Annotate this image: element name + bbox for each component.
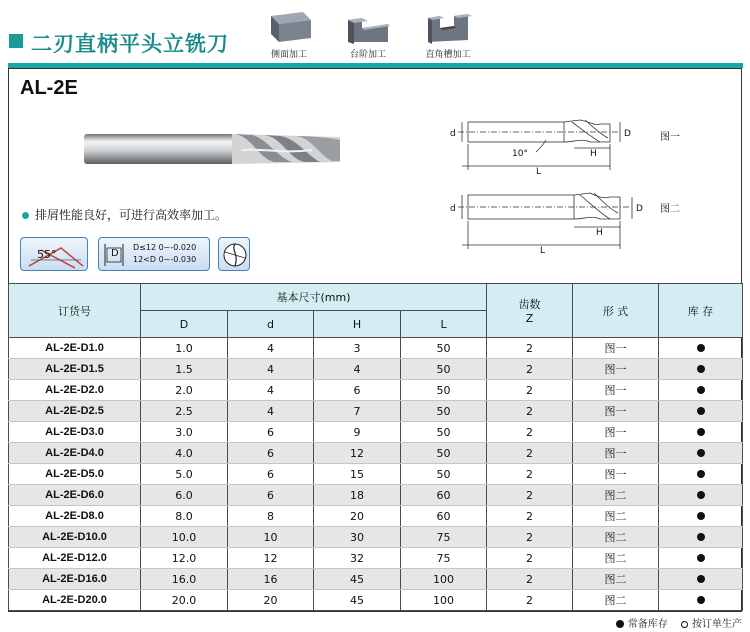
cell-z: 2 bbox=[487, 380, 573, 401]
cell-code: AL-2E-D2.5 bbox=[9, 401, 141, 422]
cell-stock bbox=[659, 485, 743, 506]
title-marker bbox=[9, 34, 23, 48]
cell-d: 12.0 bbox=[141, 548, 228, 569]
feature-label: 排屑性能良好，可进行高效率加工。 bbox=[35, 208, 228, 222]
cell-form: 图一 bbox=[573, 464, 659, 485]
helix-angle-badge bbox=[20, 237, 88, 271]
fig2-H-label: H bbox=[596, 228, 603, 238]
page-header bbox=[0, 0, 750, 62]
page-title: 二刃直柄平头立铣刀 bbox=[31, 32, 229, 56]
cell-z: 2 bbox=[487, 422, 573, 443]
table-row bbox=[9, 359, 743, 380]
table-row bbox=[9, 401, 743, 422]
table-row bbox=[9, 569, 743, 590]
cell-code: AL-2E-D8.0 bbox=[9, 506, 141, 527]
cell-stock bbox=[659, 422, 743, 443]
in-stock-dot-icon bbox=[697, 344, 705, 352]
cell-code: AL-2E-D1.0 bbox=[9, 338, 141, 359]
legend-in-stock: 常备库存 bbox=[627, 619, 668, 630]
tolerance-badge bbox=[98, 237, 210, 271]
cell-stock bbox=[659, 590, 743, 611]
table-row bbox=[9, 485, 743, 506]
fig1-label: 图一 bbox=[660, 132, 680, 143]
spec-table-body bbox=[9, 338, 743, 611]
table-row bbox=[9, 590, 743, 611]
cell-stock bbox=[659, 464, 743, 485]
cell-d: 6 bbox=[228, 464, 314, 485]
cell-code: AL-2E-D4.0 bbox=[9, 443, 141, 464]
cell-d: 3.0 bbox=[141, 422, 228, 443]
cell-z: 2 bbox=[487, 401, 573, 422]
cell-stock bbox=[659, 443, 743, 464]
tolerance-line1: D≤12 0~-0.020 bbox=[133, 243, 197, 252]
cell-d: 10.0 bbox=[141, 527, 228, 548]
bullet-icon bbox=[22, 212, 29, 219]
stock-legend bbox=[616, 615, 742, 630]
in-stock-dot-icon bbox=[697, 554, 705, 562]
cell-d: 4 bbox=[228, 401, 314, 422]
cell-h: 30 bbox=[314, 527, 401, 548]
made-to-order-circle-icon bbox=[681, 621, 688, 628]
table-row bbox=[9, 548, 743, 569]
cell-l: 50 bbox=[401, 380, 487, 401]
cell-h: 12 bbox=[314, 443, 401, 464]
fig1-D-label: D bbox=[624, 129, 631, 139]
in-stock-dot-icon bbox=[697, 407, 705, 415]
cell-h: 45 bbox=[314, 569, 401, 590]
table-row bbox=[9, 422, 743, 443]
cell-l: 50 bbox=[401, 464, 487, 485]
slot-milling-icon: 直角槽加工 bbox=[416, 8, 480, 60]
cell-h: 20 bbox=[314, 506, 401, 527]
cell-l: 50 bbox=[401, 422, 487, 443]
cell-stock bbox=[659, 506, 743, 527]
col-code-header: 订货号 bbox=[9, 284, 141, 338]
cell-d: 8.0 bbox=[141, 506, 228, 527]
cell-d: 6.0 bbox=[141, 485, 228, 506]
cell-stock bbox=[659, 338, 743, 359]
in-stock-dot-icon bbox=[697, 533, 705, 541]
feature-text bbox=[22, 206, 227, 223]
cell-l: 75 bbox=[401, 527, 487, 548]
cell-z: 2 bbox=[487, 569, 573, 590]
spec-table bbox=[8, 283, 743, 611]
table-row bbox=[9, 338, 743, 359]
cell-d: 8 bbox=[228, 506, 314, 527]
tolerance-line2: 12<D 0~-0.030 bbox=[133, 255, 197, 264]
cell-d: 4 bbox=[228, 380, 314, 401]
cell-z: 2 bbox=[487, 590, 573, 611]
col-D-header: D bbox=[141, 311, 228, 338]
fig1-H-label: H bbox=[590, 149, 597, 159]
cell-d: 20 bbox=[228, 590, 314, 611]
cell-code: AL-2E-D10.0 bbox=[9, 527, 141, 548]
cell-form: 图一 bbox=[573, 422, 659, 443]
cell-z: 2 bbox=[487, 527, 573, 548]
cell-form: 图一 bbox=[573, 401, 659, 422]
cell-l: 75 bbox=[401, 548, 487, 569]
cell-code: AL-2E-D20.0 bbox=[9, 590, 141, 611]
in-stock-dot-icon bbox=[697, 428, 705, 436]
cell-code: AL-2E-D6.0 bbox=[9, 485, 141, 506]
cell-d: 6 bbox=[228, 422, 314, 443]
cell-form: 图二 bbox=[573, 527, 659, 548]
cell-d: 12 bbox=[228, 548, 314, 569]
fig1-angle-label: 10° bbox=[512, 149, 528, 159]
cell-l: 50 bbox=[401, 401, 487, 422]
cell-d: 1.5 bbox=[141, 359, 228, 380]
cell-l: 50 bbox=[401, 338, 487, 359]
cell-h: 6 bbox=[314, 380, 401, 401]
cell-form: 图二 bbox=[573, 548, 659, 569]
cell-stock bbox=[659, 359, 743, 380]
fig2-L-label: L bbox=[540, 246, 546, 256]
cell-d: 4 bbox=[228, 338, 314, 359]
cell-z: 2 bbox=[487, 359, 573, 380]
teeth-label: 齿数 bbox=[518, 298, 541, 311]
cell-form: 图一 bbox=[573, 359, 659, 380]
cell-form: 图一 bbox=[573, 338, 659, 359]
cell-l: 50 bbox=[401, 443, 487, 464]
teeth-z-label: Z bbox=[525, 312, 534, 325]
step-milling-icon: 台阶加工 bbox=[336, 8, 400, 60]
cell-h: 4 bbox=[314, 359, 401, 380]
cell-l: 60 bbox=[401, 485, 487, 506]
cell-stock bbox=[659, 548, 743, 569]
col-basic-header: 基本尺寸(mm) bbox=[141, 284, 487, 311]
cell-h: 45 bbox=[314, 590, 401, 611]
cell-h: 18 bbox=[314, 485, 401, 506]
table-row bbox=[9, 527, 743, 548]
cell-stock bbox=[659, 401, 743, 422]
in-stock-dot-icon bbox=[697, 575, 705, 583]
cell-d: 4.0 bbox=[141, 443, 228, 464]
model-title: AL-2E bbox=[20, 77, 78, 99]
cell-d: 2.5 bbox=[141, 401, 228, 422]
cell-z: 2 bbox=[487, 443, 573, 464]
col-H-header: H bbox=[314, 311, 401, 338]
cell-code: AL-2E-D5.0 bbox=[9, 464, 141, 485]
cell-h: 3 bbox=[314, 338, 401, 359]
cell-d: 6 bbox=[228, 485, 314, 506]
col-d-header: d bbox=[228, 311, 314, 338]
cell-l: 60 bbox=[401, 506, 487, 527]
col-stock-header: 库 存 bbox=[659, 284, 743, 338]
cell-z: 2 bbox=[487, 506, 573, 527]
end-mill-image bbox=[82, 128, 344, 172]
cell-stock bbox=[659, 527, 743, 548]
diagram-fig2 bbox=[440, 185, 650, 257]
cell-code: AL-2E-D12.0 bbox=[9, 548, 141, 569]
cell-d: 16 bbox=[228, 569, 314, 590]
cell-d: 16.0 bbox=[141, 569, 228, 590]
cell-code: AL-2E-D1.5 bbox=[9, 359, 141, 380]
table-row bbox=[9, 464, 743, 485]
legend-made-to-order: 按订单生产 bbox=[692, 619, 742, 630]
cell-form: 图一 bbox=[573, 443, 659, 464]
cell-h: 7 bbox=[314, 401, 401, 422]
cell-d: 4 bbox=[228, 359, 314, 380]
cell-form: 图二 bbox=[573, 506, 659, 527]
in-stock-dot-icon bbox=[616, 620, 624, 628]
col-L-header: L bbox=[401, 311, 487, 338]
flute-badge bbox=[218, 237, 250, 271]
cell-d: 6 bbox=[228, 443, 314, 464]
cell-form: 图一 bbox=[573, 380, 659, 401]
table-row bbox=[9, 506, 743, 527]
cell-h: 32 bbox=[314, 548, 401, 569]
in-stock-dot-icon bbox=[697, 449, 705, 457]
fig1-d-label: d bbox=[450, 129, 456, 139]
in-stock-dot-icon bbox=[697, 512, 705, 520]
cell-l: 100 bbox=[401, 590, 487, 611]
in-stock-dot-icon bbox=[697, 470, 705, 478]
cell-z: 2 bbox=[487, 548, 573, 569]
in-stock-dot-icon bbox=[697, 596, 705, 604]
cell-d: 2.0 bbox=[141, 380, 228, 401]
cell-d: 5.0 bbox=[141, 464, 228, 485]
fig2-D-label: D bbox=[636, 204, 643, 214]
cell-form: 图二 bbox=[573, 590, 659, 611]
tolerance-symbol: D bbox=[111, 248, 119, 259]
cell-code: AL-2E-D2.0 bbox=[9, 380, 141, 401]
cell-z: 2 bbox=[487, 338, 573, 359]
cell-stock bbox=[659, 569, 743, 590]
in-stock-dot-icon bbox=[697, 386, 705, 394]
cell-d: 10 bbox=[228, 527, 314, 548]
in-stock-dot-icon bbox=[697, 365, 705, 373]
col-teeth-header bbox=[487, 284, 573, 338]
table-row bbox=[9, 443, 743, 464]
cell-form: 图二 bbox=[573, 485, 659, 506]
diagram-fig1 bbox=[440, 108, 650, 180]
cell-z: 2 bbox=[487, 464, 573, 485]
cell-d: 1.0 bbox=[141, 338, 228, 359]
fig1-L-label: L bbox=[536, 167, 542, 177]
cell-l: 50 bbox=[401, 359, 487, 380]
cell-code: AL-2E-D16.0 bbox=[9, 569, 141, 590]
table-row bbox=[9, 380, 743, 401]
cell-l: 100 bbox=[401, 569, 487, 590]
cell-code: AL-2E-D3.0 bbox=[9, 422, 141, 443]
cell-form: 图二 bbox=[573, 569, 659, 590]
in-stock-dot-icon bbox=[697, 491, 705, 499]
side-milling-icon: 侧面加工 bbox=[257, 8, 321, 60]
fig2-label: 图二 bbox=[660, 204, 680, 215]
helix-angle-value: 55° bbox=[37, 248, 57, 261]
cell-z: 2 bbox=[487, 485, 573, 506]
cell-d: 20.0 bbox=[141, 590, 228, 611]
col-form-header: 形 式 bbox=[573, 284, 659, 338]
cell-h: 9 bbox=[314, 422, 401, 443]
fig2-d-label: d bbox=[450, 204, 456, 214]
cell-h: 15 bbox=[314, 464, 401, 485]
cell-stock bbox=[659, 380, 743, 401]
